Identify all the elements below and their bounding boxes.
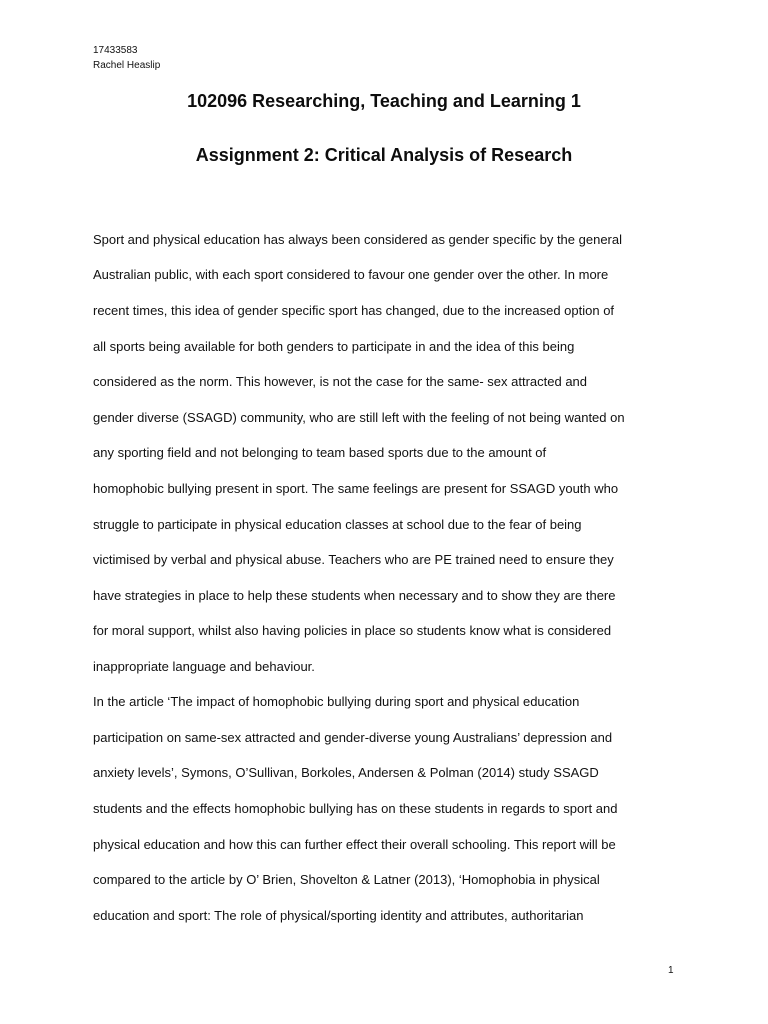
body-line: participation on same-sex attracted and gender-diverse young Australians’ depression and: [93, 730, 613, 745]
body-line: compared to the article by O’ Brien, Shovelton & Latner (2013), ‘Homophobia in physical: [93, 872, 600, 887]
body-line: In the article ‘The impact of homophobic bullying during sport and physical education: [93, 694, 580, 709]
student-id: 17433583: [93, 45, 138, 56]
body-line: considered as the norm. This however, is not the case for the same- sex attracted and: [93, 374, 588, 389]
body-line: have strategies in place to help these students when necessary and to show they are there: [93, 588, 616, 603]
assignment-title: Assignment 2: Critical Analysis of Research: [195, 145, 573, 165]
body-line: physical education and how this can further effect their overall schooling. This report will be: [93, 837, 616, 852]
body-line: all sports being available for both genders to participate in and the idea of this being: [93, 339, 575, 354]
author-name: Rachel Heaslip: [93, 60, 161, 71]
body-line: Sport and physical education has always been considered as gender specific by the general: [93, 232, 623, 247]
body-line: recent times, this idea of gender specific sport has changed, due to the increased option of: [93, 303, 615, 318]
body-line: students and the effects homophobic bullying has on these students in regards to sport and: [93, 801, 618, 816]
body-line: any sporting field and not belonging to team based sports due to the amount of: [93, 445, 547, 460]
body-line: inappropriate language and behaviour.: [93, 659, 315, 674]
body-line: anxiety levels’, Symons, O’Sullivan, Borkoles, Andersen & Polman (2014) study SSAGD: [93, 765, 599, 780]
body-line: homophobic bullying present in sport. The same feelings are present for SSAGD youth who: [93, 481, 619, 496]
page-number: 1: [668, 965, 674, 976]
course-title: 102096 Researching, Teaching and Learning 1: [187, 91, 581, 111]
body-line: struggle to participate in physical education classes at school due to the fear of being: [93, 517, 582, 532]
body-line: for moral support, whilst also having policies in place so students know what is considered: [93, 623, 612, 638]
body-line: gender diverse (SSAGD) community, who are still left with the feeling of not being wanted on: [93, 410, 625, 425]
body-line: education and sport: The role of physical/sporting identity and attributes, authoritarian: [93, 908, 584, 923]
body-line: victimised by verbal and physical abuse. Teachers who are PE trained need to ensure they: [93, 552, 614, 567]
document-header: [93, 43, 160, 73]
body-line: Australian public, with each sport considered to favour one gender over the other. In more: [93, 267, 609, 282]
